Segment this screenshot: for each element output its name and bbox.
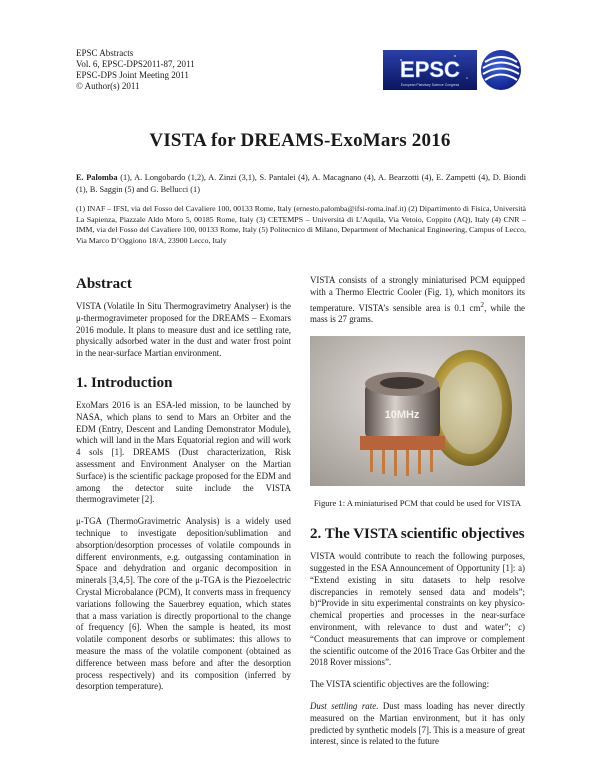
meeting-info: EPSC-DPS Joint Meeting 2011 [76, 70, 189, 80]
section-2-heading: 2. The VISTA scientific objectives [310, 526, 525, 543]
vista-description-b: , while the mass is 27 grams. [310, 302, 525, 325]
figure-1-photo [310, 336, 525, 486]
logo-text: EPSC [400, 57, 460, 82]
epsc-logo [383, 48, 523, 92]
unit-exponent: 2 [480, 299, 485, 309]
vista-description [310, 275, 525, 326]
logo-subtext: European Planetary Science Congress [400, 83, 460, 87]
vista-description-a: VISTA consists of a strongly miniaturised PCM equipped with a Thermo Electric Cooler (Fig. 1), which monitors its temperature. VISTA’s sensible area is 0.1 cm [310, 275, 525, 313]
paper-title: VISTA for DREAMS-ExoMars 2016 [149, 130, 451, 151]
dust-settling-text: . Dust mass loading has never directly measured on the Martian environment, but it has only predicted by synthetic models [7]. This is a measure of great interest, since is related to the future [310, 700, 525, 747]
copyright-info: © Author(s) 2011 [76, 81, 140, 91]
figure-1-caption: Figure 1: A miniaturised PCM that could be used for VISTA [313, 498, 522, 509]
objectives-intro: The VISTA scientific objectives are the following: [310, 679, 490, 690]
introduction-heading: 1. Introduction [76, 374, 173, 391]
left-column [76, 275, 291, 703]
objectives-paragraph: VISTA would contribute to reach the following purposes, suggested in the ESA Announcement of Opportunity [1]: a) “Extend existing in situ datasets to help resolve discrepancies in remotely sensed data and models”; b)“Provide in situ experimental constraints on key physico-chemical properties and processes in the near-surface environment, with relevance to dust and water”; c) “Conduct measurements that can improve or complement the scientific outcome of the 2016 Trace Gas Orbiter and the 2018 Rover missions”. [310, 551, 525, 668]
author-list [76, 172, 526, 196]
abstract-heading: Abstract [76, 276, 132, 292]
dust-settling-term: Dust settling rate [310, 700, 377, 711]
first-author: E. Palomba [76, 173, 118, 182]
sensor-label: 10MHz [384, 409, 420, 422]
journal-name: EPSC Abstracts [76, 48, 134, 58]
right-column [310, 275, 525, 758]
journal-metadata [76, 48, 195, 92]
abstract-text: VISTA (Volatile In Situ Thermogravimetry Analyser) is the μ-thermogravimeter proposed for the DREAMS – Exomars 2016 module. It plans to measure dust and ice settling rate, physically adsorbed water in the dust and water frost point in the near-surface Martian environment. [76, 301, 291, 359]
affiliations: (1) INAF – IFSI, via del Fosso del Cavaliere 100, 00133 Rome, Italy (ernesto.palomba@ifsi-roma.inaf.it) (2) Dipartimento di Fisica, Università La Sapienza, Piazzale Aldo Moro 5, 00185 Rome, Italy (3) CETEMPS – Università di L’Aquila, Via Vetoio, Coppito (AQ), Italy (4) CNR – IMM, via del Fosso del Cavaliere 100, 00133 Rome, Italy (5) Politecnico di Milano, Department of Mechanical Engineering, Campus of Lecco, Via Marco D’Oggiono 18/A, 23900 Lecco, Italy [76, 204, 526, 245]
introduction-paragraph-1: ExoMars 2016 is an ESA-led mission, to be launched by NASA, which plans to send to Mars an Orbiter and the EDM (Entry, Descent and Landing Demonstrator Module), which will land in the Mars Equatorial region and will work 4 sols [1]. DREAMS (Dust characterization, Risk assessment and Environment Analyser on the Martian Surface) is the scientific package proposed for the EDM and among the detector suite include the VISTA thermogravimeter [2]. [76, 399, 291, 505]
volume-info: Vol. 6, EPSC-DPS2011-87, 2011 [76, 59, 195, 69]
other-authors: (1), A. Longobardo (1,2), A. Zinzi (3,1), S. Pantalei (4), A. Macagnano (4), A. Bearzotti (4), E. Zampetti (4), D. Biondi (1), B. Saggin (5) and G. Bellucci (1) [76, 173, 526, 194]
introduction-paragraph-2: μ-TGA (ThermoGravimetric Analysis) is a widely used technique to investigate deposition/sublimation and absorption/desorption processes of volatile compounds in different environments, e.g. outgassing contamination in Space and dehydration and organic decomposition in minerals [3,4,5]. The core of the μ-TGA is the Piezoelectric Crystal Microbalance (PCM), It converts mass in frequency variations following the Sauerbrey equation, which states that a mass variation is directly proportional to the change of frequency [6]. When the sample is heated, its most volatile component desorbs or sublimates: this allows to measure the mass of the volatile component (obtained as difference between mass before and after the desorption process respectively) and its composition (inferred by desorption temperature). [76, 516, 291, 692]
dust-settling-paragraph [310, 701, 525, 748]
